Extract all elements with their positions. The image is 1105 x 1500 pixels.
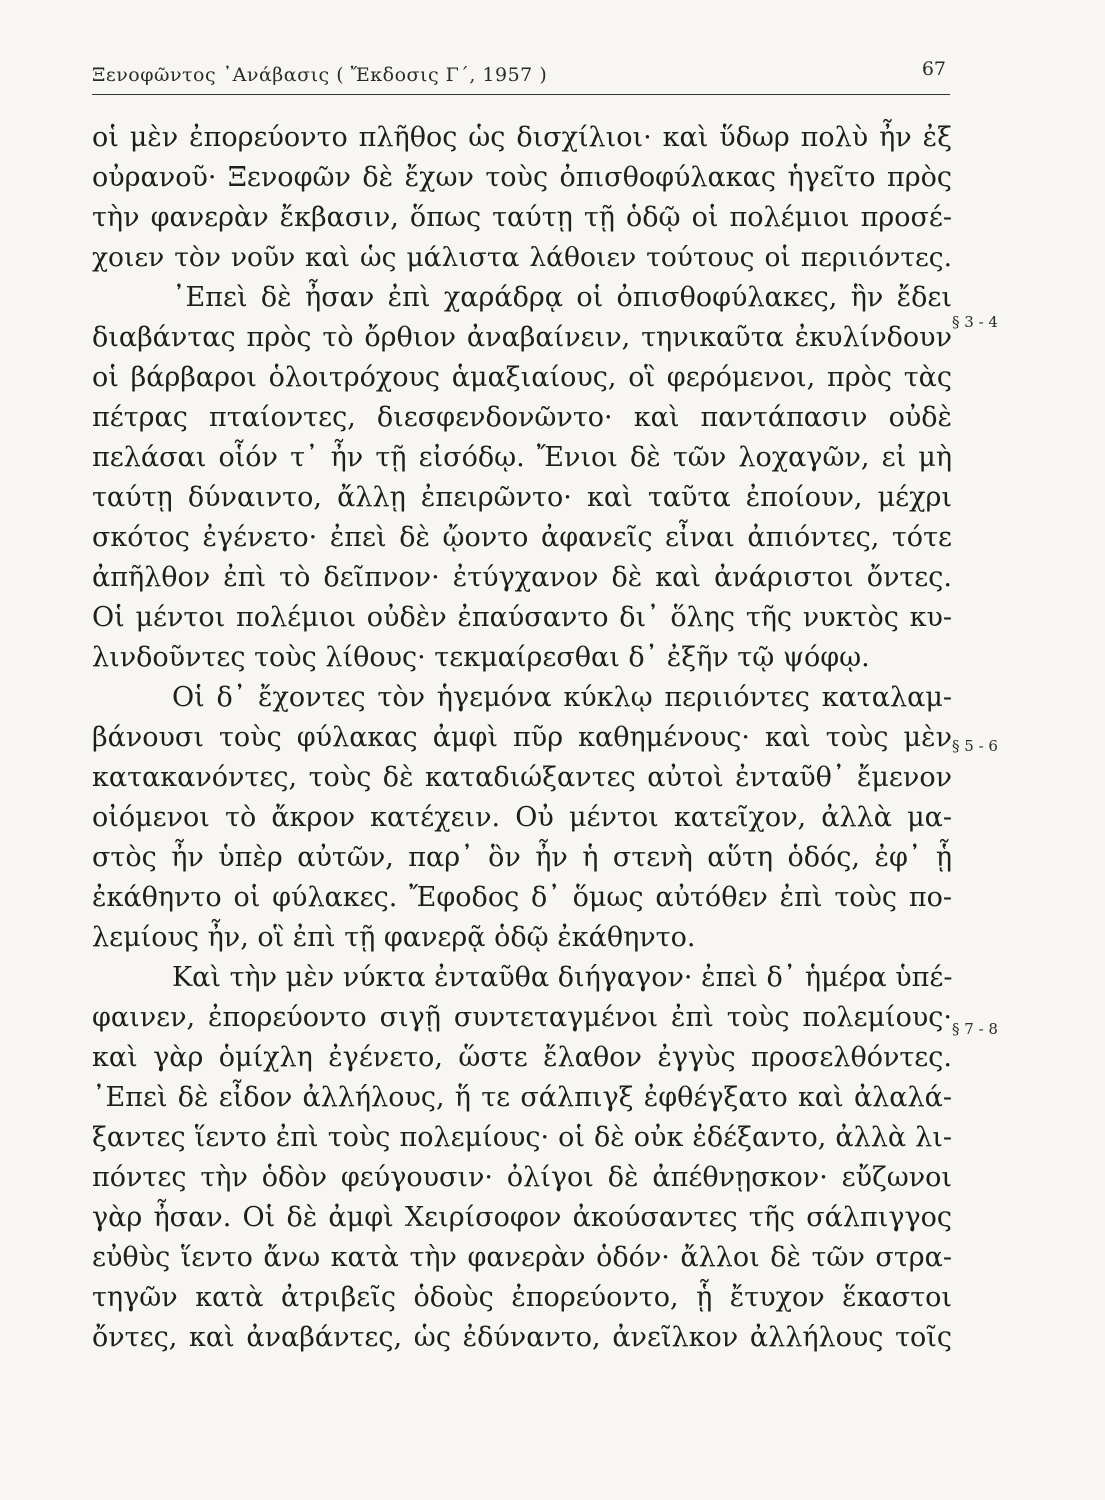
text-line: ὄντες, καὶ ἀναβάντες, ὡς ἐδύναντο, ἀνεῖλκον ἀλλήλους τοῖς <box>92 1322 952 1353</box>
text-line: οἱ μὲν ἐπορεύοντο πλῆθος ὡς δισχίλιοι· καὶ ὕδωρ πολὺ ἦν ἐξ <box>92 122 952 153</box>
text-line: τηγῶν κατὰ ἀτριβεῖς ὁδοὺς ἐπορεύοντο, ᾗ ἔτυχον ἕκαστοι <box>92 1282 952 1313</box>
text-line: οὐρανοῦ· Ξενοφῶν δὲ ἔχων τοὺς ὀπισθοφύλακας ἡγεῖτο πρὸς <box>92 162 952 193</box>
text-line: οἱ βάρβαροι ὁλοιτρόχους ἁμαξιαίους, οἳ φερόμενοι, πρὸς τὰς <box>92 362 952 393</box>
text-line: ἐκάθηντο οἱ φύλακες. Ἔφοδος δ᾿ ὅμως αὐτόθεν ἐπὶ τοὺς πο- <box>92 882 952 913</box>
text-line: οἰόμενοι τὸ ἄκρον κατέχειν. Οὐ μέντοι κατεῖχον, ἀλλὰ μα- <box>92 802 952 833</box>
text-line: λινδοῦντες τοὺς λίθους· τεκμαίρεσθαι δ᾿ ἐξῆν τῷ ψόφῳ. <box>92 642 870 673</box>
page-number: 67 <box>921 58 946 80</box>
text-line: ἀπῆλθον ἐπὶ τὸ δεῖπνον· ἐτύγχανον δὲ καὶ ἀνάριστοι ὄντες. <box>92 562 952 593</box>
text-line: διαβάντας πρὸς τὸ ὄρθιον ἀναβαίνειν, τηνικαῦτα ἐκυλίνδουν <box>92 322 952 353</box>
text-line: σκότος ἐγένετο· ἐπεὶ δὲ ᾤοντο ἀφανεῖς εἶναι ἀπιόντες, τότε <box>92 522 952 553</box>
running-header <box>92 58 950 95</box>
text-line: εὐθὺς ἵεντο ἄνω κατὰ τὴν φανερὰν ὁδόν· ἄλλοι δὲ τῶν στρα- <box>92 1242 952 1273</box>
text-line: κατακανόντες, τοὺς δὲ καταδιώξαντες αὐτοὶ ἐνταῦθ᾿ ἔμενον <box>92 762 952 793</box>
text-line: βάνουσι τοὺς φύλακας ἀμφὶ πῦρ καθημένους· καὶ τοὺς μὲν <box>92 722 952 753</box>
text-line: Οἱ μέντοι πολέμιοι οὐδὲν ἐπαύσαντο δι᾿ ὅλης τῆς νυκτὸς κυ- <box>92 602 952 633</box>
text-line: Οἱ δ᾿ ἔχοντες τὸν ἡγεμόνα κύκλῳ περιιόντες καταλαμ- <box>172 682 952 713</box>
text-line: στὸς ἦν ὑπὲρ αὐτῶν, παρ᾿ ὃν ἦν ἡ στενὴ αὕτη ὁδός, ἐφ᾿ ᾗ <box>92 842 952 873</box>
text-line: ταύτῃ δύναιντο, ἄλλῃ ἐπειρῶντο· καὶ ταῦτα ἐποίουν, μέχρι <box>92 482 952 513</box>
text-line: πελάσαι οἷόν τ᾿ ἦν τῇ εἰσόδῳ. Ἔνιοι δὲ τῶν λοχαγῶν, εἰ μὴ <box>92 442 952 473</box>
text-line: χοιεν τὸν νοῦν καὶ ὡς μάλιστα λάθοιεν τούτους οἱ περιιόντες. <box>92 242 952 273</box>
text-line: Καὶ τὴν μὲν νύκτα ἐνταῦθα διήγαγον· ἐπεὶ δ᾿ ἡμέρα ὑπέ- <box>172 962 953 993</box>
text-line: λεμίους ἦν, οἳ ἐπὶ τῇ φανερᾷ ὁδῷ ἐκάθηντο. <box>92 922 696 953</box>
text-line: πόντες τὴν ὁδὸν φεύγουσιν· ὀλίγοι δὲ ἀπέθνῃσκον· εὔζωνοι <box>92 1162 952 1193</box>
text-line: φαινεν, ἐπορεύοντο σιγῇ συντεταγμένοι ἐπὶ τοὺς πολεμίους· <box>92 1002 952 1033</box>
header-title: Ξενοφῶντος ᾿Ανάβασις ( Ἔκδοσις Γ΄, 1957 ) <box>92 64 548 86</box>
text-line: καὶ γὰρ ὁμίχλη ἐγένετο, ὥστε ἔλαθον ἐγγὺς προσελθόντες. <box>92 1042 952 1073</box>
text-line: πέτρας πταίοντες, διεσφενδονῶντο· καὶ παντάπασιν οὐδὲ <box>92 402 952 433</box>
text-line: ξαντες ἵεντο ἐπὶ τοὺς πολεμίους· οἱ δὲ οὐκ ἐδέξαντο, ἀλλὰ λι- <box>92 1122 952 1153</box>
section-marker: § 3 - 4 <box>952 313 998 331</box>
text-line: γὰρ ἦσαν. Οἱ δὲ ἀμφὶ Χειρίσοφον ἀκούσαντες τῆς σάλπιγγος <box>92 1202 952 1233</box>
text-line: ᾿Επεὶ δὲ ἦσαν ἐπὶ χαράδρᾳ οἱ ὀπισθοφύλακες, ἣν ἔδει <box>172 282 952 313</box>
text-line: τὴν φανερὰν ἔκβασιν, ὅπως ταύτῃ τῇ ὁδῷ οἱ πολέμιοι προσέ- <box>92 202 952 233</box>
text-line: ᾿Επεὶ δὲ εἶδον ἀλλήλους, ἥ τε σάλπιγξ ἐφθέγξατο καὶ ἀλαλά- <box>92 1082 952 1113</box>
section-marker: § 7 - 8 <box>952 1020 998 1038</box>
section-marker: § 5 - 6 <box>952 737 998 755</box>
